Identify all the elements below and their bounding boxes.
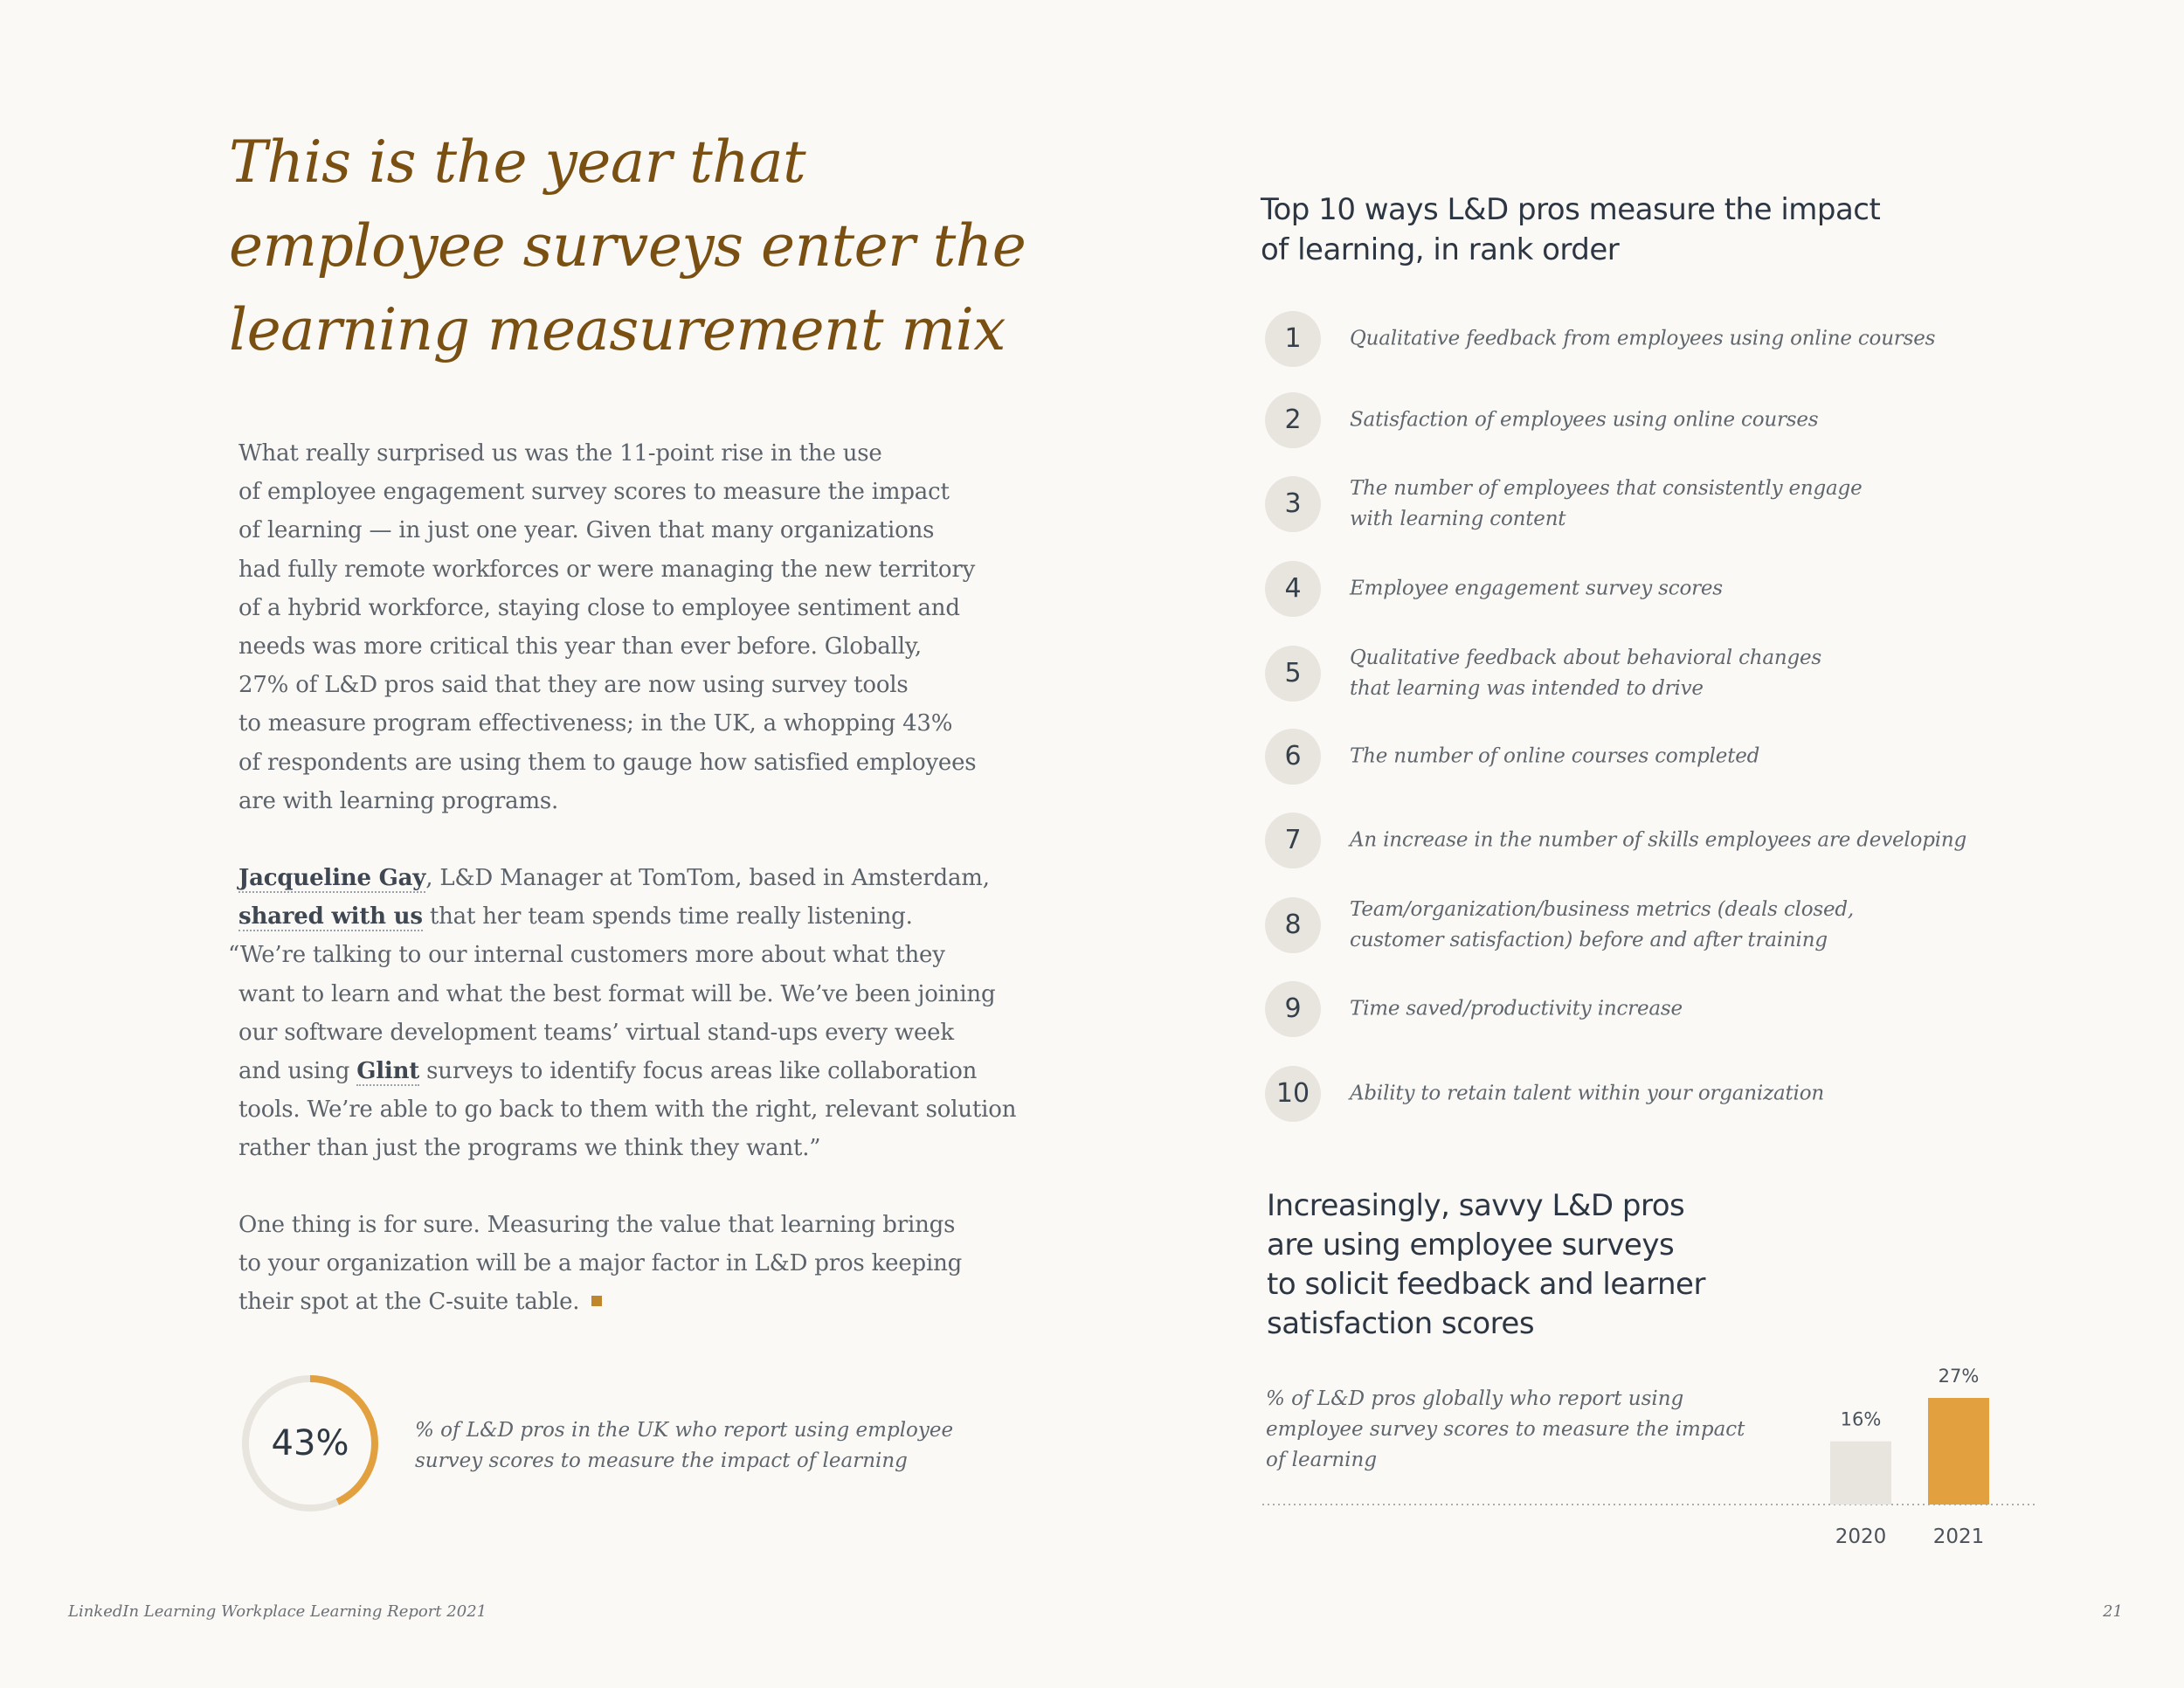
title-line: to solicit feedback and learner <box>1267 1267 1705 1302</box>
bar-2020 <box>1830 1442 1891 1505</box>
rank-number-badge: 1 <box>1265 311 1321 367</box>
text-line: our software development teams’ virtual stand-ups every week <box>238 1019 954 1046</box>
text-line: of learning — in just one year. Given that many organizations <box>238 517 935 544</box>
ranking-title <box>1261 190 1925 270</box>
text-fragment: and using <box>238 1058 357 1085</box>
rank-item <box>1265 311 2008 367</box>
rank-text-line: Employee engagement survey scores <box>1350 577 1723 600</box>
body-paragraph-2 <box>228 859 1025 1168</box>
rank-text-line: The number of online courses completed <box>1350 744 1760 768</box>
text-line: to your organization will be a major factor in L&D pros keeping <box>238 1250 963 1277</box>
rank-text-line: customer satisfaction) before and after training <box>1350 929 1828 951</box>
headline-line: learning measurement mix <box>229 296 1006 363</box>
text-line: of a hybrid workforce, staying close to employee sentiment and <box>238 594 960 621</box>
title-line: Increasingly, savvy L&D pros <box>1267 1188 1685 1223</box>
rank-text <box>1350 895 2014 956</box>
text-line <box>238 1283 1025 1321</box>
rank-text <box>1350 1079 2014 1110</box>
end-mark-icon <box>591 1296 602 1306</box>
text-line: What really surprised us was the 11-point rise in the use <box>238 440 882 467</box>
text-line: “We’re talking to our internal customers more about what they <box>228 942 945 969</box>
rank-text <box>1350 742 2014 772</box>
rank-text-line: Qualitative feedback about behavioral changes <box>1350 647 1822 669</box>
rank-number-badge: 8 <box>1265 897 1321 953</box>
text-line: 27% of L&D pros said that they are now using survey tools <box>238 672 909 699</box>
text-line: had fully remote workforces or were managing the new territory <box>238 556 976 583</box>
text-fragment: that her team spends time really listening. <box>422 903 913 930</box>
rank-number-badge: 6 <box>1265 729 1321 785</box>
caption-line: employee survey scores to measure the impact <box>1266 1418 1745 1441</box>
rank-text <box>1350 405 2014 436</box>
rank-item <box>1265 813 2008 868</box>
text-line: of employee engagement survey scores to measure the impact <box>238 479 950 506</box>
rank-item <box>1265 392 2008 448</box>
caption-line: % of L&D pros globally who report using <box>1266 1387 1684 1410</box>
rank-item <box>1265 1066 2008 1122</box>
text-line <box>238 897 1025 936</box>
donut-value: 43% <box>271 1423 349 1463</box>
rank-text-line: with learning content <box>1350 508 1566 530</box>
rank-text-line: Qualitative feedback from employees using online courses <box>1350 327 1936 350</box>
rank-number-badge: 9 <box>1265 981 1321 1037</box>
text-line <box>238 1052 1025 1090</box>
body-paragraph-1 <box>238 434 1025 820</box>
rank-number-badge: 10 <box>1265 1066 1321 1122</box>
headline-line: This is the year that <box>229 128 806 196</box>
headline-line: employee surveys enter the <box>229 212 1026 280</box>
rank-text <box>1350 826 2014 856</box>
caption-line: of learning <box>1266 1449 1378 1471</box>
rank-item <box>1265 897 2008 953</box>
body-paragraph-3 <box>238 1206 1025 1322</box>
text-line: needs was more critical this year than ever before. Globally, <box>238 633 922 661</box>
rank-text <box>1350 994 2014 1025</box>
rank-text <box>1350 474 2014 535</box>
text-line: rather than just the programs we think they want.” <box>238 1135 821 1162</box>
bar-value-label: 27% <box>1938 1366 1980 1387</box>
rank-text-line: Time saved/productivity increase <box>1350 997 1683 1020</box>
rank-text-line: The number of employees that consistently engage <box>1350 477 1863 500</box>
rank-number-badge: 4 <box>1265 561 1321 617</box>
text-line: One thing is for sure. Measuring the value that learning brings <box>238 1212 956 1238</box>
rank-text-line: Ability to retain talent within your organization <box>1350 1082 1824 1105</box>
rank-text-line: Satisfaction of employees using online courses <box>1350 408 1819 432</box>
link-shared-with-us[interactable]: shared with us <box>238 903 423 930</box>
text-line <box>238 859 1025 897</box>
bar-2021 <box>1928 1398 1989 1505</box>
page-headline <box>229 121 1059 372</box>
title-line: of learning, in rank order <box>1261 232 1620 267</box>
text-line: want to learn and what the best format will be. We’ve been joining <box>238 980 996 1007</box>
rank-number-badge: 7 <box>1265 813 1321 868</box>
page-number: 21 <box>2103 1602 2123 1621</box>
title-line: are using employee surveys <box>1267 1228 1675 1263</box>
text-fragment: , L&D Manager at TomTom, based in Amsterdam, <box>425 865 990 891</box>
rank-item <box>1265 981 2008 1037</box>
bar-chart <box>1258 1346 2044 1555</box>
bar-value-label: 16% <box>1840 1408 1882 1430</box>
rank-number-badge: 5 <box>1265 646 1321 702</box>
rank-text-line: that learning was intended to drive <box>1350 677 1704 700</box>
title-line: satisfaction scores <box>1267 1306 1535 1341</box>
donut-caption: % of L&D pros in the UK who report using employee survey scores to measure the impact of learning <box>415 1419 954 1472</box>
text-fragment: surveys to identify focus areas like collaboration <box>419 1058 978 1085</box>
rank-text <box>1350 574 2014 605</box>
rank-item <box>1265 476 2008 532</box>
text-fragment: their spot at the C-suite table. <box>238 1289 580 1316</box>
rank-number-badge: 2 <box>1265 392 1321 448</box>
rank-item <box>1265 729 2008 785</box>
title-line: Top 10 ways L&D pros measure the impact <box>1261 192 1881 227</box>
text-line: tools. We’re able to go back to them with the right, relevant solution <box>238 1097 1017 1124</box>
rank-item <box>1265 561 2008 617</box>
link-jacqueline-gay[interactable]: Jacqueline Gay <box>238 865 426 891</box>
rank-number-badge: 3 <box>1265 476 1321 532</box>
footer-report-title: LinkedIn Learning Workplace Learning Report 2021 <box>68 1602 487 1621</box>
text-line: to measure program effectiveness; in the UK, a whopping 43% <box>238 710 953 737</box>
chart-section-title <box>1267 1186 1791 1344</box>
rank-text <box>1350 324 2014 355</box>
link-glint[interactable]: Glint <box>356 1058 420 1085</box>
rank-text-line: An increase in the number of skills employees are developing <box>1350 828 1967 852</box>
rank-text-line: Team/organization/business metrics (deals closed, <box>1350 898 1854 921</box>
bar-category-label: 2020 <box>1835 1525 1887 1548</box>
text-line: of respondents are using them to gauge how satisfied employees <box>238 749 977 776</box>
text-line: are with learning programs. <box>238 787 559 814</box>
rank-item <box>1265 646 2008 702</box>
rank-text <box>1350 643 2014 704</box>
bar-category-label: 2021 <box>1932 1525 1985 1548</box>
